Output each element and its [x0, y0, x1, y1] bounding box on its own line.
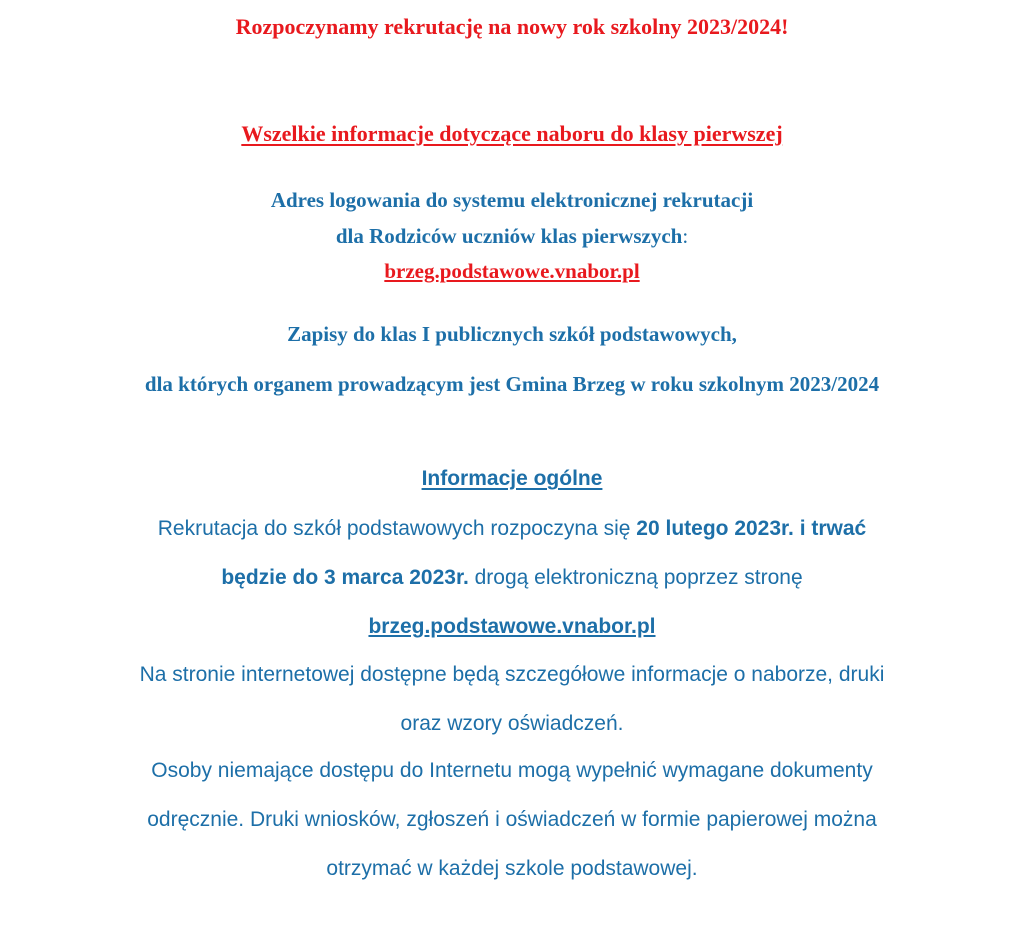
general-info-title: Informacje ogólne — [421, 467, 603, 490]
general-p2-text: drogą elektroniczną poprzez stronę — [468, 566, 803, 589]
general-paragraph-line-1 — [0, 517, 1024, 541]
general-paragraph-line-5: Osoby niemające dostępu do Internetu mogą wypełnić wymagane dokumenty — [151, 759, 873, 782]
login-line-2 — [0, 224, 1024, 249]
general-p1-text: Rekrutacja do szkół podstawowych rozpoczyna się — [157, 517, 637, 540]
login-url-link[interactable]: brzeg.podstawowe.vnabor.pl — [384, 259, 640, 283]
login-line-2-colon: : — [682, 224, 689, 248]
general-paragraph-line-6: odręcznie. Druki wniosków, zgłoszeń i oświadczeń w formie papierowej można — [147, 808, 877, 831]
enrollment-line-1: Zapisy do klas I publicznych szkół podstawowych, — [287, 322, 737, 346]
general-paragraph-line-2 — [0, 566, 1024, 590]
announcement-heading: Rozpoczynamy rekrutację na nowy rok szkolny 2023/2024! — [235, 14, 789, 39]
general-p1-date: 20 lutego 2023r. i trwać — [636, 517, 867, 540]
info-title: Wszelkie informacje dotyczące naboru do klasy pierwszej — [241, 121, 783, 146]
login-line-1: Adres logowania do systemu elektronicznej rekrutacji — [270, 188, 754, 212]
enrollment-line-2: dla których organem prowadzącym jest Gmina Brzeg w roku szkolnym 2023/2024 — [144, 372, 880, 396]
general-paragraph-line-3: Na stronie internetowej dostępne będą szczegółowe informacje o naborze, druki — [139, 663, 885, 686]
general-paragraph-line-7: otrzymać w każdej szkole podstawowej. — [326, 857, 698, 880]
general-url-line — [0, 615, 1024, 639]
general-url-link[interactable]: brzeg.podstawowe.vnabor.pl — [368, 615, 656, 638]
general-p2-date: będzie do 3 marca 2023r. — [221, 566, 469, 589]
login-url-line — [0, 259, 1024, 284]
general-paragraph-line-4: oraz wzory oświadczeń. — [400, 712, 624, 735]
login-line-2-text: dla Rodziców uczniów klas pierwszych — [335, 224, 683, 248]
